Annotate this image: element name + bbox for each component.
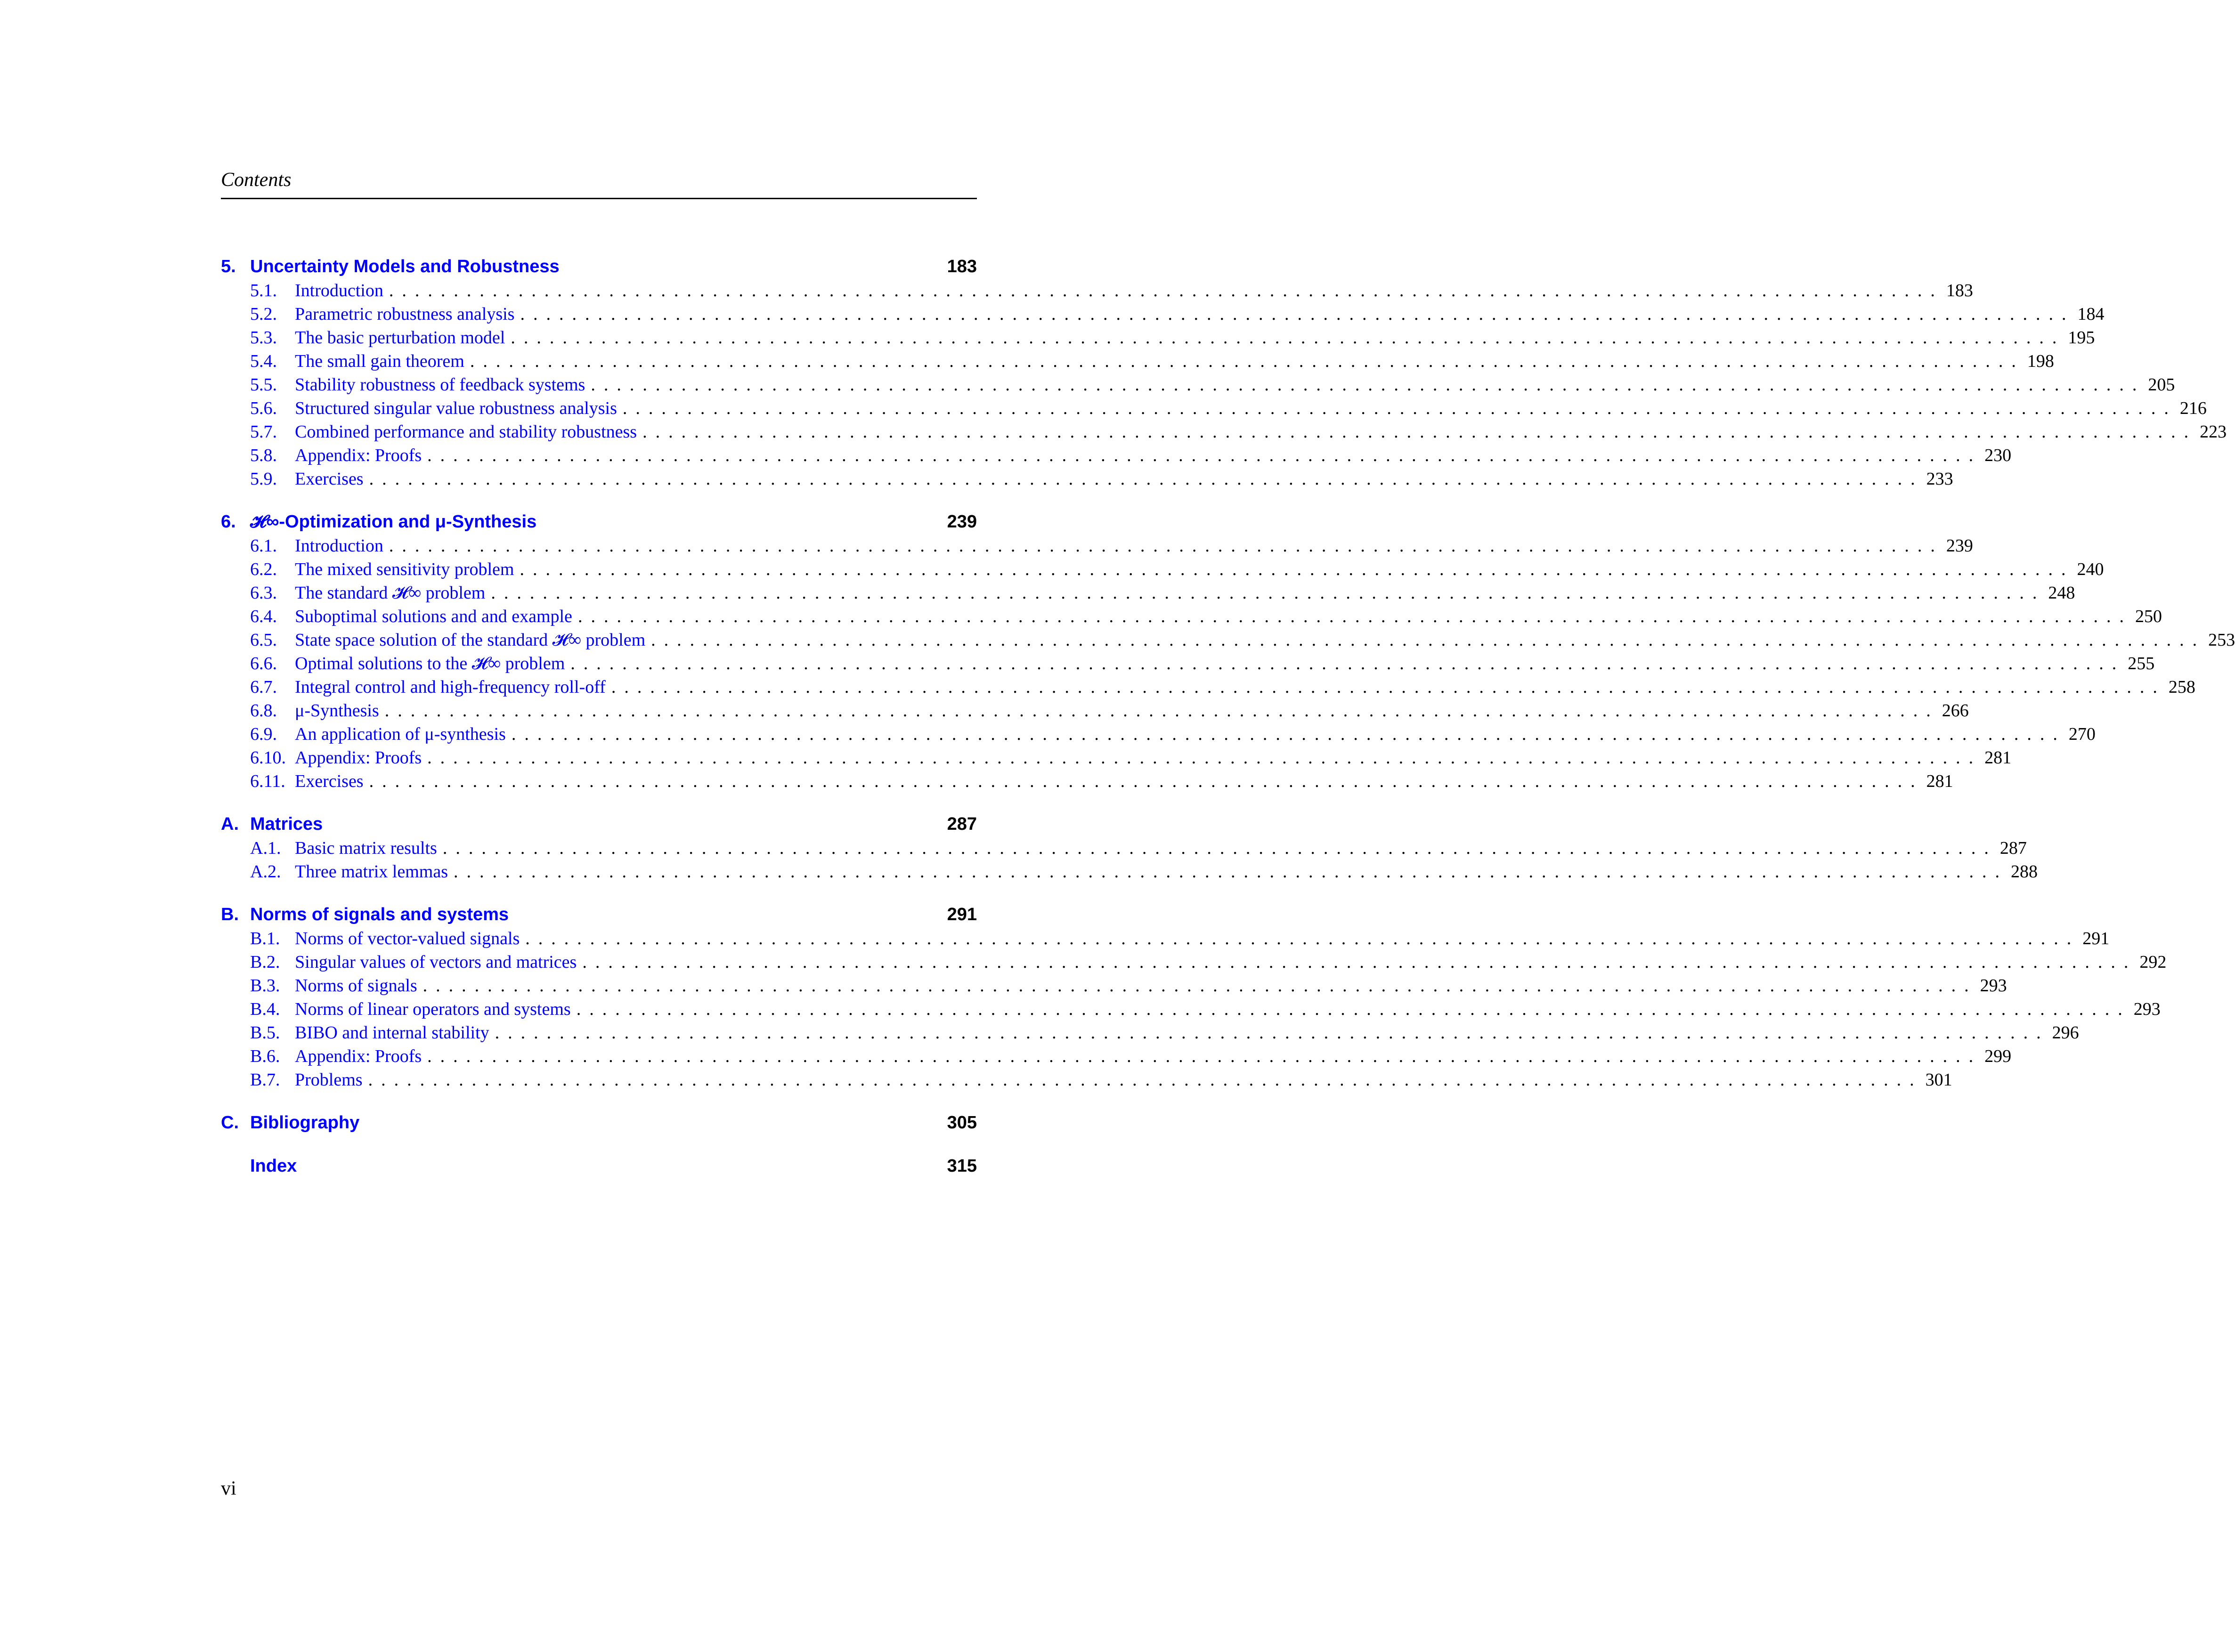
section-page-number: 198 (2027, 351, 2054, 371)
section-page-number: 223 (2200, 422, 2227, 442)
section-page-number: 293 (1980, 976, 2007, 996)
dot-leader: ........................................................................................................................ (642, 422, 2197, 442)
section-title[interactable]: Three matrix lemmas (295, 862, 448, 882)
toc-section-link[interactable] (221, 1046, 2012, 1069)
section-title[interactable]: Norms of linear operators and systems (295, 999, 571, 1019)
toc-section-link[interactable] (221, 280, 1973, 304)
dot-leader: ........................................................................................................................ (427, 445, 1982, 465)
section-title[interactable]: Norms of vector-valued signals (295, 929, 520, 948)
section-title[interactable]: μ-Synthesis (295, 701, 379, 721)
dot-leader: ........................................................................................................................ (368, 1070, 1923, 1090)
dot-leader: ........................................................................................................................ (384, 701, 1939, 721)
chapter-page-number: 291 (947, 905, 977, 924)
section-number: 5.6. (250, 398, 277, 418)
section-page-number: 296 (2052, 1023, 2079, 1043)
toc-section-link[interactable] (221, 952, 2167, 975)
section-page-number: 293 (2133, 999, 2161, 1019)
section-title[interactable]: Stability robustness of feedback systems (295, 375, 585, 395)
section-title[interactable]: Appendix: Proofs (295, 748, 422, 768)
toc-section-link[interactable] (221, 351, 2054, 374)
dot-leader: ........................................................................................................................ (369, 469, 1924, 489)
section-page-number: 270 (2068, 724, 2096, 744)
page-number: vi (221, 1478, 236, 1499)
toc-section-link[interactable] (221, 630, 2235, 653)
section-number: 6.8. (250, 701, 277, 721)
section-title[interactable]: Norms of signals (295, 976, 417, 996)
toc-section-link[interactable] (221, 398, 2207, 421)
dot-leader: ........................................................................................................................ (427, 1046, 1982, 1066)
chapter-number: C. (221, 1113, 239, 1133)
toc-section-link[interactable] (221, 928, 2110, 952)
toc-section-link[interactable] (221, 535, 1973, 559)
dot-leader: ........................................................................................................................ (495, 1023, 2049, 1043)
section-page-number: 266 (1942, 701, 1969, 721)
section-page-number: 240 (2077, 559, 2104, 579)
chapter-page-number: 287 (947, 814, 977, 834)
section-page-number: 248 (2048, 583, 2075, 603)
section-number: 6.3. (250, 583, 277, 603)
section-number: 5.8. (250, 445, 277, 465)
section-page-number: 195 (2068, 328, 2095, 348)
section-page-number: 230 (1984, 445, 2012, 465)
section-number: 6.10. (250, 748, 286, 768)
toc-section-link[interactable] (221, 724, 2096, 747)
dot-leader: ........................................................................................................................ (470, 351, 2024, 371)
dot-leader: ........................................................................................................................ (520, 304, 2075, 324)
section-number: 6.4. (250, 607, 277, 626)
chapter-title[interactable]: 𝓗∞-Optimization and μ-Synthesis (250, 512, 537, 532)
section-page-number: 183 (1946, 281, 1973, 300)
toc-chapter (221, 814, 2038, 885)
section-title[interactable]: Appendix: Proofs (295, 445, 422, 465)
section-title[interactable]: State space solution of the standard 𝓗∞ problem (295, 630, 646, 650)
toc-section-link[interactable] (221, 559, 2104, 583)
toc-section-link[interactable] (221, 861, 2038, 885)
section-number: B.2. (250, 952, 280, 972)
section-number: B.3. (250, 976, 280, 996)
toc-chapter (221, 905, 2167, 1093)
section-title[interactable]: Problems (295, 1070, 363, 1090)
section-page-number: 216 (2179, 398, 2207, 418)
dot-leader: ........................................................................................................................ (389, 281, 1943, 300)
toc-section-link[interactable] (221, 999, 2161, 1022)
section-page-number: 184 (2077, 304, 2105, 324)
dot-leader: ........................................................................................................................ (622, 398, 2177, 418)
dot-leader: ........................................................................................................................ (427, 748, 1982, 768)
section-title[interactable]: Basic matrix results (295, 838, 437, 858)
section-title[interactable]: Optimal solutions to the 𝓗∞ problem (295, 654, 565, 673)
section-page-number: 291 (2082, 929, 2110, 948)
section-number: B.1. (250, 929, 280, 948)
section-number: B.4. (250, 999, 280, 1019)
chapter-title[interactable]: Uncertainty Models and Robustness (250, 257, 560, 276)
section-title[interactable]: The basic perturbation model (295, 328, 505, 348)
section-page-number: 205 (2148, 375, 2175, 395)
dot-leader: ........................................................................................................................ (570, 654, 2125, 673)
section-page-number: 239 (1946, 536, 1973, 556)
dot-leader: ........................................................................................................................ (454, 862, 2008, 882)
section-number: 5.7. (250, 422, 277, 442)
chapter-page-number: 183 (947, 257, 977, 276)
section-number: B.5. (250, 1023, 280, 1043)
toc-chapter-link[interactable] (221, 1156, 977, 1180)
toc-section-link[interactable] (221, 1022, 2079, 1046)
section-number: 6.7. (250, 677, 277, 697)
dot-leader: ........................................................................................................................ (442, 838, 1997, 858)
section-page-number: 287 (1999, 838, 2027, 858)
section-page-number: 253 (2208, 630, 2235, 650)
dot-leader: ........................................................................................................................ (576, 999, 2131, 1019)
toc-section-link[interactable] (221, 975, 2007, 999)
toc-section-link[interactable] (221, 653, 2155, 677)
section-number: 6.6. (250, 654, 277, 673)
running-head: Contents (221, 169, 292, 191)
dot-leader: ........................................................................................................................ (511, 724, 2066, 744)
toc-chapter-link[interactable] (221, 1113, 977, 1136)
section-number: 6.11. (250, 771, 285, 791)
section-number: A.1. (250, 838, 281, 858)
section-number: 6.5. (250, 630, 277, 650)
toc-chapter (221, 512, 2235, 794)
section-title[interactable]: Structured singular value robustness analysis (295, 398, 617, 418)
toc-chapter (221, 257, 2227, 492)
section-number: 5.1. (250, 281, 277, 300)
section-page-number: 281 (1926, 771, 1953, 791)
section-number: 6.2. (250, 559, 277, 579)
section-number: 5.3. (250, 328, 277, 348)
toc-section-link[interactable] (221, 771, 1953, 794)
section-page-number: 299 (1984, 1046, 2012, 1066)
toc-chapter-link[interactable] (221, 814, 977, 838)
section-title[interactable]: Integral control and high-frequency roll-off (295, 677, 606, 697)
chapter-page-number: 239 (947, 512, 977, 532)
section-title[interactable]: Singular values of vectors and matrices (295, 952, 577, 972)
dot-leader: ........................................................................................................................ (651, 630, 2206, 650)
chapter-title[interactable]: Bibliography (250, 1113, 360, 1133)
toc-section-link[interactable] (221, 421, 2227, 445)
dot-leader: ........................................................................................................................ (525, 929, 2080, 948)
dot-leader: ........................................................................................................................ (582, 952, 2137, 972)
chapter-title[interactable]: Index (250, 1156, 297, 1176)
section-number: B.7. (250, 1070, 280, 1090)
toc-chapter-link[interactable] (221, 257, 977, 280)
dot-leader: ........................................................................................................................ (511, 328, 2065, 348)
section-number: 6.1. (250, 536, 277, 556)
section-title[interactable]: Appendix: Proofs (295, 1046, 422, 1066)
chapter-title[interactable]: Norms of signals and systems (250, 905, 509, 924)
table-of-contents (221, 257, 2235, 1199)
section-title[interactable]: The standard 𝓗∞ problem (295, 583, 486, 603)
section-title[interactable]: Exercises (295, 771, 364, 791)
chapter-number: 6. (221, 512, 236, 532)
dot-leader: ........................................................................................................................ (577, 607, 2132, 626)
toc-chapter-link[interactable] (221, 905, 977, 928)
chapter-number: 5. (221, 257, 236, 276)
toc-section-link[interactable] (221, 1069, 1952, 1093)
toc-section-link[interactable] (221, 327, 2095, 351)
section-page-number: 281 (1984, 748, 2012, 768)
section-title[interactable]: Parametric robustness analysis (295, 304, 515, 324)
toc-section-link[interactable] (221, 747, 2012, 771)
section-number: 5.9. (250, 469, 277, 489)
section-title[interactable]: Suboptimal solutions and and example (295, 607, 572, 626)
toc-section-link[interactable] (221, 606, 2162, 630)
toc-section-link[interactable] (221, 374, 2175, 398)
dot-leader: ........................................................................................................................ (423, 976, 1977, 996)
dot-leader: ........................................................................................................................ (520, 559, 2074, 579)
section-title[interactable]: Introduction (295, 281, 383, 300)
section-title[interactable]: Exercises (295, 469, 364, 489)
toc-section-link[interactable] (221, 838, 2027, 861)
section-page-number: 255 (2128, 654, 2155, 673)
toc-section-link[interactable] (221, 677, 2195, 700)
section-number: 5.5. (250, 375, 277, 395)
section-number: 5.2. (250, 304, 277, 324)
section-number: 5.4. (250, 351, 277, 371)
dot-leader: ........................................................................................................................ (491, 583, 2046, 603)
section-number: A.2. (250, 862, 281, 882)
chapter-number: B. (221, 905, 239, 924)
section-title[interactable]: An application of μ-synthesis (295, 724, 506, 744)
toc-section-link[interactable] (221, 469, 1953, 492)
section-page-number: 233 (1926, 469, 1953, 489)
section-title[interactable]: The small gain theorem (295, 351, 464, 371)
toc-section-link[interactable] (221, 445, 2012, 469)
chapter-page-number: 315 (947, 1156, 977, 1176)
toc-chapter-link[interactable] (221, 512, 977, 535)
section-page-number: 258 (2168, 677, 2195, 697)
section-page-number: 250 (2135, 607, 2162, 626)
chapter-page-number: 305 (947, 1113, 977, 1133)
dot-leader: ........................................................................................................................ (611, 677, 2166, 697)
section-number: 6.9. (250, 724, 277, 744)
toc-section-link[interactable] (221, 583, 2075, 606)
chapter-number: A. (221, 814, 239, 834)
dot-leader: ........................................................................................................................ (389, 536, 1943, 556)
section-page-number: 301 (1925, 1070, 1952, 1090)
toc-section-link[interactable] (221, 304, 2105, 327)
section-title[interactable]: The mixed sensitivity problem (295, 559, 514, 579)
section-title[interactable]: BIBO and internal stability (295, 1023, 489, 1043)
toc-chapter (221, 1156, 977, 1180)
toc-section-link[interactable] (221, 700, 1969, 724)
chapter-title[interactable]: Matrices (250, 814, 323, 834)
section-number: B.6. (250, 1046, 280, 1066)
section-title[interactable]: Combined performance and stability robustness (295, 422, 637, 442)
section-page-number: 292 (2139, 952, 2167, 972)
section-title[interactable]: Introduction (295, 536, 383, 556)
header-rule (221, 198, 977, 199)
section-page-number: 288 (2011, 862, 2038, 882)
dot-leader: ........................................................................................................................ (369, 771, 1924, 791)
dot-leader: ........................................................................................................................ (591, 375, 2146, 395)
toc-chapter (221, 1113, 977, 1136)
